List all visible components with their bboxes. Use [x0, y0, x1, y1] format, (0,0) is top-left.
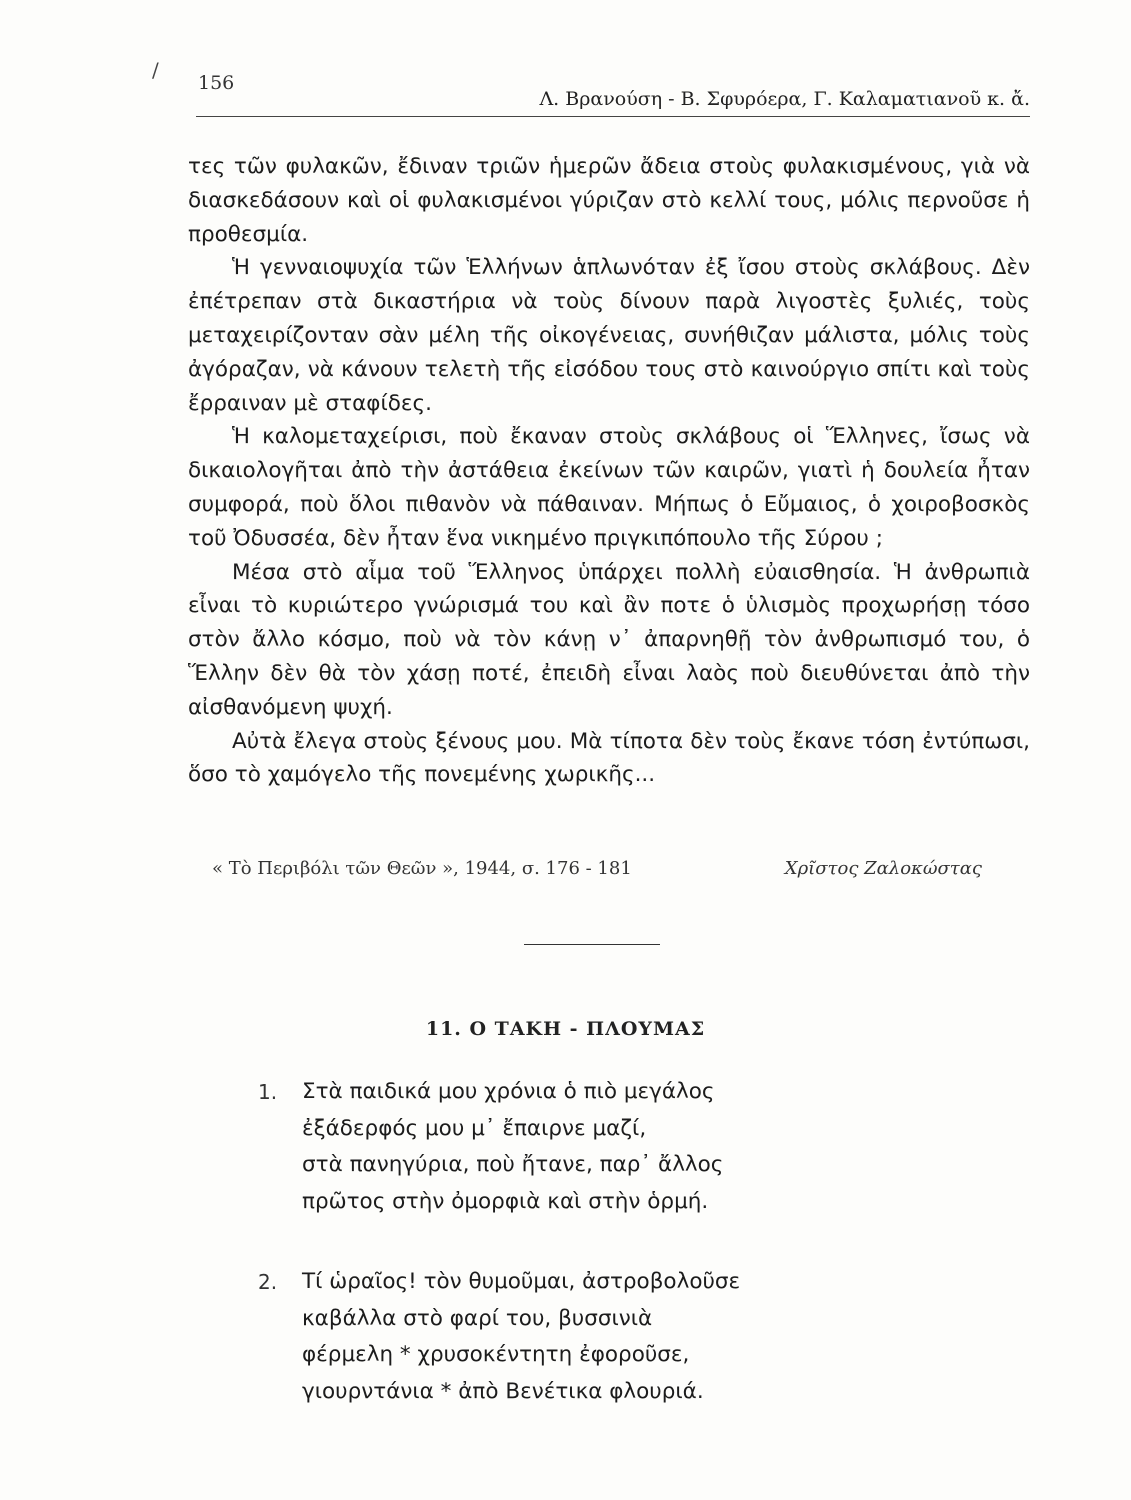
stanza: [258, 1074, 858, 1220]
citation-author: Χρῖστος Ζαλοκώστας: [784, 858, 982, 879]
verse-line: ἐξάδερφός μου μ᾽ ἔπαιρνε μαζί,: [302, 1115, 647, 1141]
citation-source: « Τὸ Περιβόλι τῶν Θεῶν », 1944, σ. 176 - 181: [212, 858, 632, 879]
page-number: 156: [198, 72, 235, 94]
section-divider: [524, 944, 660, 945]
running-head: Λ. Βρανούση - Β. Σφυρόερα, Γ. Καλαματιανοῦ κ. ἄ.: [539, 88, 1030, 110]
paragraph: Ἡ καλομεταχείρισι, ποὺ ἔκαναν στοὺς σκλάβους οἱ Ἕλληνες, ἴσως νὰ δικαιολογῆται ἀπὸ τὴν ἀστάθεια ἐκείνων τῶν καιρῶν, γιατὶ ἡ δουλεία ἦταν συμφορά, ποὺ ὅλοι πιθανὸν νὰ πάθαιναν. Μήπως ὁ Εὔμαιος, ὁ χοιροβοσκὸς τοῦ Ὀδυσσέα, δὲν ἦταν ἕνα νικημένο πριγκιπόπουλο τῆς Σύρου ;: [188, 424, 1030, 551]
stanza: [258, 1264, 858, 1410]
verse-line: Στὰ παιδικά μου χρόνια ὁ πιὸ μεγάλος: [302, 1079, 715, 1104]
stanza-lines: [302, 1074, 858, 1220]
verse-line: φέρμελη * χρυσοκέντητη ἐφοροῦσε,: [302, 1342, 690, 1367]
header-rule: [196, 116, 1030, 117]
citation: [212, 858, 982, 886]
paragraph: Μέσα στὸ αἷμα τοῦ Ἕλληνος ὑπάρχει πολλὴ εὐαισθησία. Ἡ ἀνθρωπιὰ εἶναι τὸ κυριώτερο γνώρισμά του καὶ ἂν ποτε ὁ ὑλισμὸς προχωρήσῃ τόσο στὸν ἄλλο κόσμο, ποὺ νὰ τὸν κάνῃ ν᾽ ἀπαρνηθῇ τὸν ἀνθρωπισμό του, ὁ Ἕλλην δὲν θὰ τὸν χάσῃ ποτέ, ἐπειδὴ εἶναι λαὸς ποὺ διευθύνεται ἀπὸ τὴν αἰσθανόμενη ψυχή.: [188, 559, 1030, 720]
paragraph: Ἡ γενναιοψυχία τῶν Ἑλλήνων ἁπλωνόταν ἐξ ἴσου στοὺς σκλάβους. Δὲν ἐπέτρεπαν στὰ δικαστήρια νὰ τοὺς δίνουν παρὰ λιγοστὲς ξυλιές, τοὺς μεταχειρίζονταν σὰν μέλη τῆς οἰκογένειας, συνήθιζαν μάλιστα, μόλις τοὺς ἀγόραζαν, νὰ κάνουν τελετὴ τῆς εἰσόδου τους στὸ καινούργιο σπίτι καὶ τοὺς ἔρραιναν μὲ σταφίδες.: [188, 255, 1030, 416]
page-header: [196, 72, 1030, 120]
verse-line: πρῶτος στὴν ὀμορφιὰ καὶ στὴν ὁρμή.: [302, 1188, 709, 1214]
paragraph: τες τῶν φυλακῶν, ἔδιναν τριῶν ἡμερῶν ἄδεια στοὺς φυλακισμένους, γιὰ νὰ διασκεδάσουν καὶ οἱ φυλακισμένοι γύριζαν στὸ κελλί τους, μόλις περνοῦσε ἡ προθεσμία.: [188, 154, 1030, 247]
stanza-number: 1.: [258, 1080, 278, 1104]
stray-pen-mark: /: [152, 58, 159, 82]
section-title: 11. Ο ΤΑΚΗ - ΠΛΟΥΜΑΣ: [425, 1018, 706, 1040]
poem: [258, 1074, 858, 1454]
stanza-number: 2.: [258, 1270, 278, 1294]
verse-line: γιουρντάνια * ἀπὸ Βενέτικα φλουριά.: [302, 1378, 704, 1404]
prose-body: [188, 150, 1030, 792]
paragraph: Αὐτὰ ἔλεγα στοὺς ξένους μου. Μὰ τίποτα δὲν τοὺς ἔκανε τόση ἐντύπωσι, ὅσο τὸ χαμόγελο τῆς πονεμένης χωρικῆς...: [188, 728, 1030, 788]
verse-line: στὰ πανηγύρια, ποὺ ἤτανε, παρ᾽ ἄλλος: [302, 1152, 724, 1177]
stanza-lines: [302, 1264, 858, 1410]
verse-line: καβάλλα στὸ φαρί του, βυσσινιὰ: [302, 1305, 653, 1331]
verse-line: Τί ὡραῖος! τὸν θυμοῦμαι, ἀστροβολοῦσε: [302, 1269, 741, 1294]
